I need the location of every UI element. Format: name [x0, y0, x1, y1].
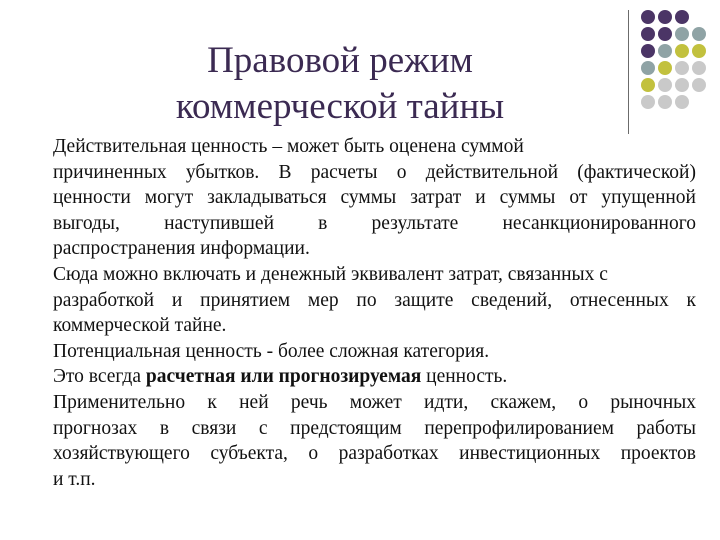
text-line: коммерческой тайне. [53, 315, 227, 337]
bold-phrase: расчетная или прогнозируемая [145, 366, 422, 388]
decorative-dot [641, 61, 655, 75]
decorative-dot [692, 61, 706, 75]
decorative-dot [692, 44, 706, 58]
empty-cell [692, 95, 706, 109]
decorative-dot-grid [641, 10, 706, 109]
text-segment: ценность. [421, 366, 508, 388]
decorative-dot [675, 78, 689, 92]
decorative-dot [658, 95, 672, 109]
text-line: Сюда можно включать и денежный эквивалент затрат, связанных с [53, 263, 608, 285]
decorative-dot [658, 44, 672, 58]
text-line: Действительная ценность – может быть оценена суммой [53, 136, 524, 157]
decorative-dot [692, 78, 706, 92]
decorative-dot [641, 27, 655, 41]
decorative-dot [675, 10, 689, 24]
decorative-dot [641, 44, 655, 58]
empty-cell [692, 10, 706, 24]
body-text [53, 134, 696, 492]
decorative-dot [641, 95, 655, 109]
text-line: хозяйствующего субъекта, о разработках инвестиционных проектов [53, 443, 696, 465]
text-line: ценности могут закладываться суммы затрат и суммы от упущенной [53, 187, 696, 209]
decorative-dot [658, 78, 672, 92]
decorative-dot [692, 27, 706, 41]
text-line [53, 364, 696, 390]
decorative-dot [675, 61, 689, 75]
text-segment: Это всегда [53, 366, 146, 388]
text-line: распространения информации. [53, 238, 310, 260]
slide-title [60, 38, 620, 130]
text-line: причиненных убытков. В расчеты о действительной (фактической) [53, 161, 696, 183]
decorative-dot [675, 95, 689, 109]
decorative-dot [658, 10, 672, 24]
decorative-divider [628, 10, 629, 134]
decorative-dot [641, 78, 655, 92]
decorative-dot [641, 10, 655, 24]
text-line: выгоды, наступившей в результате несанкционированного [53, 212, 696, 234]
text-line: Потенциальная ценность - более сложная категория. [53, 340, 490, 362]
decorative-dot [675, 44, 689, 58]
decorative-dot [675, 27, 689, 41]
title-line-2: коммерческой тайны [175, 86, 505, 127]
title-line-1: Правовой режим [207, 40, 473, 81]
decorative-dot [658, 61, 672, 75]
text-line: прогнозах в связи с предстоящим перепрофилированием работы [53, 417, 696, 439]
text-line: разработкой и принятием мер по защите сведений, отнесенных к [53, 289, 696, 311]
text-line: Применительно к ней речь может идти, скажем, о рыночных [53, 391, 696, 413]
decorative-dot [658, 27, 672, 41]
text-line: и т.п. [53, 468, 96, 490]
